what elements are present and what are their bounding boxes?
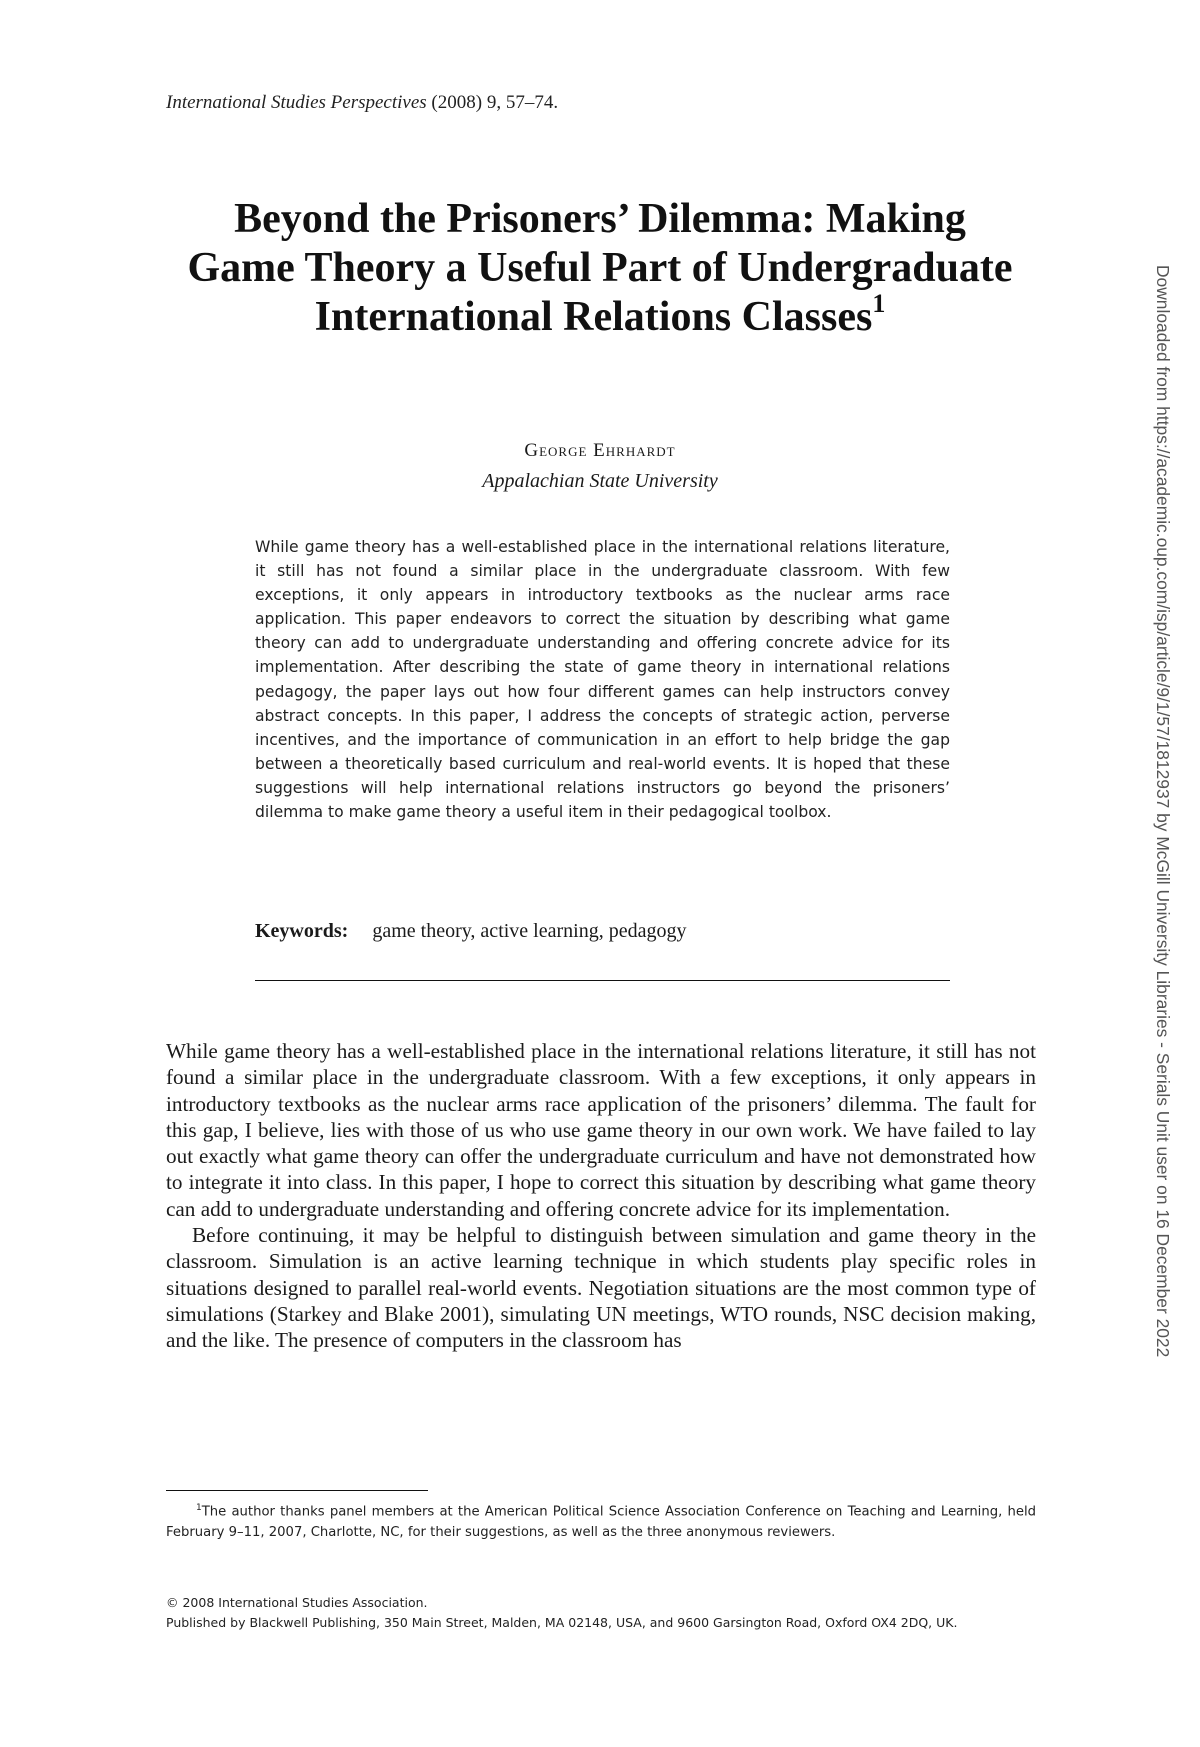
footnote-divider [166,1490,428,1491]
body-paragraph-2: Before continuing, it may be helpful to distinguish between simulation and game theory in the classroom. Simulation is an active learning technique in which students play specific roles in situations designed to parallel real-world events. Negotiation situations are the most common type of simulations (Starkey and Blake 2001), simulating UN meetings, WTO rounds, NSC decision making, and the like. The presence of computers in the classroom has [166,1223,1036,1353]
footnote-text: The author thanks panel members at the American Political Science Association Conference on Teaching and Learning, held February 9–11, 2007, Charlotte, NC, for their suggestions, as well as the three anonymous reviewers. [166,1504,1036,1541]
abstract: While game theory has a well-established place in the international relations literature, it still has not found a similar place in the undergraduate classroom. With few exceptions, it only appears in introductory textbooks as the nuclear arms race application. This paper endeavors to correct the situation by describing what game theory can add to undergraduate understanding and offering concrete advice for its implementation. After describing the state of game theory in international relations pedagogy, the paper lays out how four different games can help instructors convey abstract concepts. In this paper, I address the concepts of strategic action, perverse incentives, and the importance of communication in an effort to help bridge the gap between a theoretically based curriculum and real-world events. It is hoped that these suggestions will help international relations instructors go beyond the prisoners’ dilemma to make game theory a useful item in their pedagogical toolbox. [255,538,950,822]
copyright-block [166,1593,957,1633]
footnote [166,1498,1036,1543]
keywords [255,920,686,943]
copyright-line: © 2008 International Studies Association. [166,1595,428,1610]
download-watermark: Downloaded from https://academic.oup.com/isp/article/9/1/57/1812937 by McGill University Libraries - Serials Unit user on 16 December 2022 [1153,265,1173,1358]
journal-citation [166,92,558,114]
title-footnote-mark: 1 [872,289,886,318]
citation-info: (2008) 9, 57–74. [426,92,559,113]
body-text [166,1038,1036,1354]
keywords-value: game theory, active learning, pedagogy [372,920,687,942]
footnote-mark: 1 [196,1503,202,1513]
article-title-text: Beyond the Prisoners’ Dilemma: Making Game Theory a Useful Part of Undergraduate International Relations Classes [187,196,1013,340]
journal-name: International Studies Perspectives [166,92,427,113]
body-paragraph-1: While game theory has a well-established place in the international relations literature, it still has not found a similar place in the undergraduate classroom. With a few exceptions, it only appears in introductory textbooks as the nuclear arms race application of the prisoners’ dilemma. The fault for this gap, I believe, lies with those of us who use game theory in our own work. We have failed to lay out exactly what game theory can offer the undergraduate curriculum and have not demonstrated how to integrate it into class. In this paper, I hope to correct this situation by describing what game theory can add to undergraduate understanding and offering concrete advice for its implementation. [166,1039,1036,1221]
author-affiliation: Appalachian State University [482,470,718,492]
keywords-label: Keywords: [255,920,349,942]
author-name: George Ehrhardt [524,440,676,461]
article-title [180,195,1020,342]
publisher-line: Published by Blackwell Publishing, 350 Main Street, Malden, MA 02148, USA, and 9600 Garsington Road, Oxford OX4 2DQ, UK. [166,1615,958,1630]
abstract-divider [255,980,950,981]
